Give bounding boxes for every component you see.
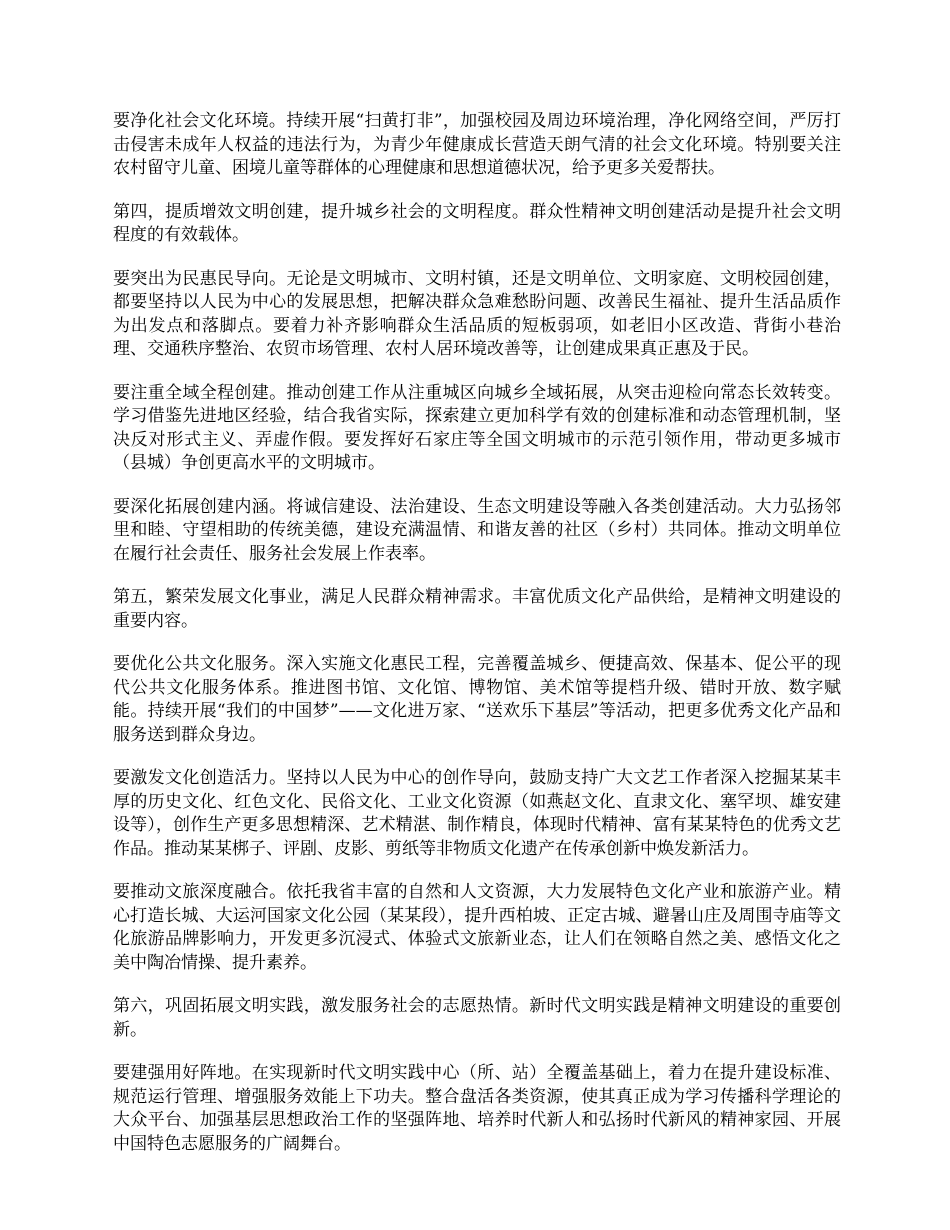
paragraph-people-oriented: 要突出为民惠民导向。无论是文明城市、文明村镇，还是文明单位、文明家庭、文明校园创建，都要坚持以人民为中心的发展思想，把解决群众急难愁盼问题、改善民生福祉、提升生活品质作为出发点和落脚点。要着力补齐影响群众生活品质的短板弱项，如老旧小区改造、背街小巷治理、交通秩序整治、农贸市场管理、农村人居环境改善等，让创建成果真正惠及于民。 bbox=[113, 268, 841, 359]
paragraph-section-four-heading: 第四，提质增效文明创建，提升城乡社会的文明程度。群众性精神文明创建活动是提升社会文明程度的有效载体。 bbox=[113, 201, 841, 245]
paragraph-cultural-creativity: 要激发文化创造活力。坚持以人民为中心的创作导向，鼓励支持广大文艺工作者深入挖掘某某丰厚的历史文化、红色文化、民俗文化、工业文化资源（如燕赵文化、直隶文化、塞罕坝、雄安建设等），创作生产更多思想精深、艺术精湛、制作精良，体现时代精神、富有某某特色的优秀文艺作品。推动某某梆子、评剧、皮影、剪纸等非物质文化遗产在传承创新中焕发新活力。 bbox=[113, 768, 841, 859]
paragraph-culture-tourism: 要推动文旅深度融合。依托我省丰富的自然和人文资源，大力发展特色文化产业和旅游产业。精心打造长城、大运河国家文化公园（某某段），提升西柏坡、正定古城、避暑山庄及周围寺庙等文化旅游品牌影响力，开发更多沉浸式、体验式文旅新业态，让人们在领略自然之美、感悟文化之美中陶冶情操、提升素养。 bbox=[113, 882, 841, 973]
paragraph-section-five-heading: 第五，繁荣发展文化事业，满足人民群众精神需求。丰富优质文化产品供给，是精神文明建设的重要内容。 bbox=[113, 587, 841, 631]
paragraph-purify-culture-environment: 要净化社会文化环境。持续开展“扫黄打非”，加强校园及周边环境治理，净化网络空间，严厉打击侵害未成年人权益的违法行为，为青少年健康成长营造天朗气清的社会文化环境。特别要关注农村留守儿童、困境儿童等群体的心理健康和思想道德状况，给予更多关爱帮扶。 bbox=[113, 111, 841, 178]
paragraph-section-six-heading: 第六，巩固拓展文明实践，激发服务社会的志愿热情。新时代文明实践是精神文明建设的重要创新。 bbox=[113, 996, 841, 1040]
document-page bbox=[113, 110, 841, 1176]
paragraph-whole-region-creation: 要注重全域全程创建。推动创建工作从注重城区向城乡全域拓展，从突击迎检向常态长效转变。学习借鉴先进地区经验，结合我省实际，探索建立更加科学有效的创建标准和动态管理机制，坚决反对形式主义、弄虚作假。要发挥好石家庄等全国文明城市的示范引领作用，带动更多城市（县城）争创更高水平的文明城市。 bbox=[113, 382, 841, 473]
paragraph-deepen-creation: 要深化拓展创建内涵。将诚信建设、法治建设、生态文明建设等融入各类创建活动。大力弘扬邻里和睦、守望相助的传统美德，建设充满温情、和谐友善的社区（乡村）共同体。推动文明单位在履行社会责任、服务社会发展上作表率。 bbox=[113, 496, 841, 564]
paragraph-public-culture-service: 要优化公共文化服务。深入实施文化惠民工程，完善覆盖城乡、便捷高效、保基本、促公平的现代公共文化服务体系。推进图书馆、文化馆、博物馆、美术馆等提档升级、错时开放、数字赋能。持续开展“我们的中国梦”——文化进万家、“送欢乐下基层”等活动，把更多优秀文化产品和服务送到群众身边。 bbox=[113, 654, 841, 745]
paragraph-strengthen-positions: 要建强用好阵地。在实现新时代文明实践中心（所、站）全覆盖基础上，着力在提升建设标准、规范运行管理、增强服务效能上下功夫。整合盘活各类资源，使其真正成为学习传播科学理论的大众平台、加强基层思想政治工作的坚强阵地、培养时代新人和弘扬时代新风的精神家园、开展中国特色志愿服务的广阔舞台。 bbox=[113, 1063, 841, 1154]
